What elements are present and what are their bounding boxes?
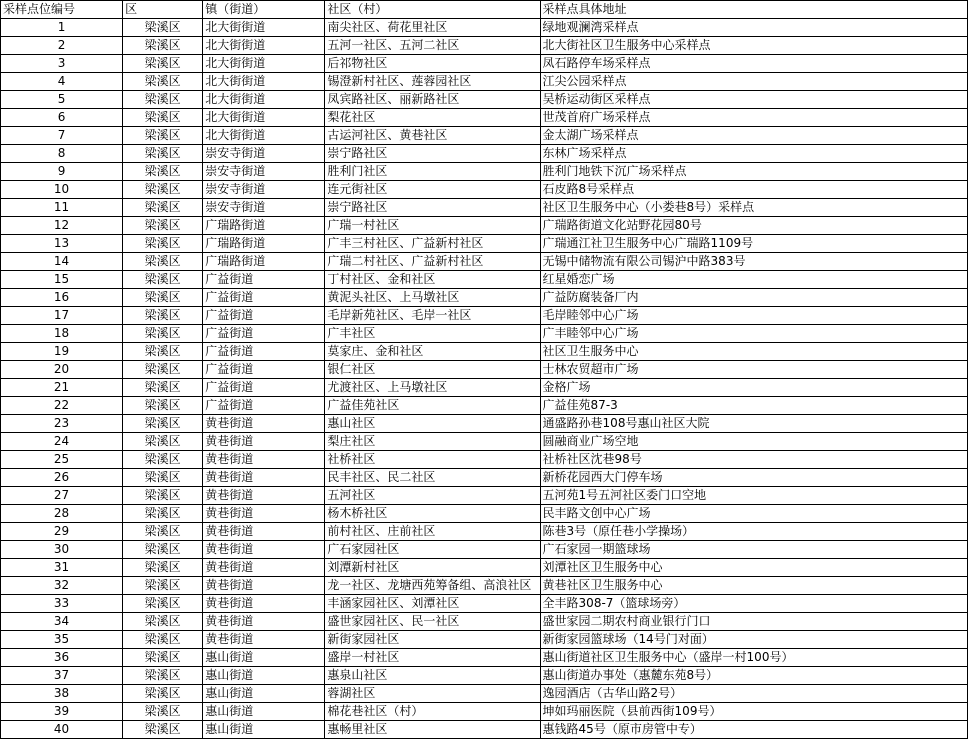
cell-addr: 逸园酒店（古华山路2号） [540, 685, 967, 703]
cell-dist: 梁溪区 [123, 541, 203, 559]
table-header [1, 1, 968, 19]
cell-comm: 民丰社区、民二社区 [325, 469, 540, 487]
cell-dist: 梁溪区 [123, 559, 203, 577]
cell-addr: 刘潭社区卫生服务中心 [540, 559, 967, 577]
cell-addr: 新桥花园西大门停车场 [540, 469, 967, 487]
cell-id: 27 [1, 487, 123, 505]
cell-id: 35 [1, 631, 123, 649]
cell-comm: 连元街社区 [325, 181, 540, 199]
table-row [1, 325, 968, 343]
cell-addr: 惠钱路45号（原市房管中专） [540, 721, 967, 739]
cell-comm: 新街家园社区 [325, 631, 540, 649]
cell-comm: 广瑞二村社区、广益新村社区 [325, 253, 540, 271]
table-row [1, 55, 968, 73]
cell-addr: 凤石路停车场采样点 [540, 55, 967, 73]
cell-town: 崇安寺街道 [203, 163, 325, 181]
cell-town: 黄巷街道 [203, 541, 325, 559]
table-row [1, 631, 968, 649]
cell-id: 15 [1, 271, 123, 289]
cell-comm: 梨花社区 [325, 109, 540, 127]
cell-town: 惠山街道 [203, 703, 325, 721]
cell-town: 广益街道 [203, 379, 325, 397]
cell-dist: 梁溪区 [123, 721, 203, 739]
cell-town: 北大街街道 [203, 37, 325, 55]
cell-comm: 五河一社区、五河二社区 [325, 37, 540, 55]
cell-comm: 南尖社区、荷花里社区 [325, 19, 540, 37]
cell-addr: 社区卫生服务中心（小娄巷8号）采样点 [540, 199, 967, 217]
cell-dist: 梁溪区 [123, 73, 203, 91]
cell-id: 39 [1, 703, 123, 721]
cell-id: 14 [1, 253, 123, 271]
table-row [1, 649, 968, 667]
cell-comm: 蓉湖社区 [325, 685, 540, 703]
table-row [1, 19, 968, 37]
cell-dist: 梁溪区 [123, 145, 203, 163]
cell-dist: 梁溪区 [123, 181, 203, 199]
header-cell-community: 社区（村） [325, 1, 540, 19]
cell-addr: 圆融商业广场空地 [540, 433, 967, 451]
cell-dist: 梁溪区 [123, 91, 203, 109]
cell-comm: 盛岸一村社区 [325, 649, 540, 667]
cell-town: 黄巷街道 [203, 469, 325, 487]
table-row [1, 505, 968, 523]
cell-dist: 梁溪区 [123, 55, 203, 73]
header-cell-address: 采样点具体地址 [540, 1, 967, 19]
table-row [1, 289, 968, 307]
cell-addr: 新街家园篮球场（14号门对面） [540, 631, 967, 649]
cell-town: 北大街街道 [203, 91, 325, 109]
cell-addr: 全丰路308-7（篮球场旁） [540, 595, 967, 613]
cell-addr: 毛岸睦邻中心广场 [540, 307, 967, 325]
cell-id: 3 [1, 55, 123, 73]
cell-id: 26 [1, 469, 123, 487]
cell-addr: 士林农贸超市广场 [540, 361, 967, 379]
cell-dist: 梁溪区 [123, 217, 203, 235]
table-row [1, 613, 968, 631]
header-cell-town: 镇（街道） [203, 1, 325, 19]
cell-addr: 北大街社区卫生服务中心采样点 [540, 37, 967, 55]
cell-id: 25 [1, 451, 123, 469]
table-row [1, 703, 968, 721]
cell-dist: 梁溪区 [123, 109, 203, 127]
table-header-row [1, 1, 968, 19]
cell-addr: 广瑞路街道文化站野花园80号 [540, 217, 967, 235]
cell-town: 广益街道 [203, 307, 325, 325]
cell-comm: 古运河社区、黄巷社区 [325, 127, 540, 145]
cell-id: 31 [1, 559, 123, 577]
cell-dist: 梁溪区 [123, 703, 203, 721]
cell-id: 40 [1, 721, 123, 739]
cell-addr: 陈巷3号（原任巷小学操场） [540, 523, 967, 541]
cell-addr: 金太湖广场采样点 [540, 127, 967, 145]
cell-town: 黄巷街道 [203, 631, 325, 649]
cell-id: 33 [1, 595, 123, 613]
cell-town: 黄巷街道 [203, 559, 325, 577]
cell-town: 黄巷街道 [203, 595, 325, 613]
table-row [1, 343, 968, 361]
cell-id: 11 [1, 199, 123, 217]
cell-comm: 杨木桥社区 [325, 505, 540, 523]
table-row [1, 559, 968, 577]
cell-dist: 梁溪区 [123, 361, 203, 379]
cell-dist: 梁溪区 [123, 127, 203, 145]
cell-comm: 丰涵家园社区、刘潭社区 [325, 595, 540, 613]
cell-dist: 梁溪区 [123, 415, 203, 433]
table-row [1, 271, 968, 289]
cell-id: 10 [1, 181, 123, 199]
cell-comm: 社桥社区 [325, 451, 540, 469]
cell-town: 黄巷街道 [203, 433, 325, 451]
cell-id: 22 [1, 397, 123, 415]
cell-id: 12 [1, 217, 123, 235]
cell-id: 37 [1, 667, 123, 685]
table-row [1, 91, 968, 109]
cell-comm: 广石家园社区 [325, 541, 540, 559]
cell-comm: 尤渡社区、上马墩社区 [325, 379, 540, 397]
cell-addr: 广石家园一期篮球场 [540, 541, 967, 559]
cell-comm: 刘潭新村社区 [325, 559, 540, 577]
cell-id: 9 [1, 163, 123, 181]
cell-addr: 广益防腐装备厂内 [540, 289, 967, 307]
cell-id: 21 [1, 379, 123, 397]
table-row [1, 433, 968, 451]
cell-town: 黄巷街道 [203, 523, 325, 541]
cell-addr: 黄巷社区卫生服务中心 [540, 577, 967, 595]
cell-comm: 广丰三村社区、广益新村社区 [325, 235, 540, 253]
cell-id: 2 [1, 37, 123, 55]
cell-addr: 惠山街道社区卫生服务中心（盛岸一村100号） [540, 649, 967, 667]
cell-dist: 梁溪区 [123, 271, 203, 289]
cell-addr: 江尖公园采样点 [540, 73, 967, 91]
cell-comm: 惠畅里社区 [325, 721, 540, 739]
table-row [1, 253, 968, 271]
cell-town: 广瑞路街道 [203, 253, 325, 271]
cell-comm: 棉花巷社区（村） [325, 703, 540, 721]
cell-dist: 梁溪区 [123, 235, 203, 253]
cell-id: 36 [1, 649, 123, 667]
cell-town: 黄巷街道 [203, 613, 325, 631]
cell-dist: 梁溪区 [123, 307, 203, 325]
cell-comm: 银仁社区 [325, 361, 540, 379]
cell-addr: 民丰路文创中心广场 [540, 505, 967, 523]
cell-id: 8 [1, 145, 123, 163]
cell-comm: 惠山社区 [325, 415, 540, 433]
cell-id: 24 [1, 433, 123, 451]
cell-addr: 红星婚恋广场 [540, 271, 967, 289]
cell-addr: 盛世家园二期农村商业银行门口 [540, 613, 967, 631]
cell-id: 5 [1, 91, 123, 109]
cell-dist: 梁溪区 [123, 397, 203, 415]
cell-addr: 金格广场 [540, 379, 967, 397]
cell-town: 广益街道 [203, 361, 325, 379]
cell-id: 29 [1, 523, 123, 541]
cell-town: 北大街街道 [203, 19, 325, 37]
cell-addr: 社区卫生服务中心 [540, 343, 967, 361]
table-row [1, 397, 968, 415]
cell-dist: 梁溪区 [123, 631, 203, 649]
table-row [1, 163, 968, 181]
cell-comm: 丁村社区、金和社区 [325, 271, 540, 289]
cell-id: 20 [1, 361, 123, 379]
cell-town: 惠山街道 [203, 685, 325, 703]
table-row [1, 379, 968, 397]
cell-dist: 梁溪区 [123, 19, 203, 37]
cell-town: 北大街街道 [203, 73, 325, 91]
cell-dist: 梁溪区 [123, 649, 203, 667]
cell-dist: 梁溪区 [123, 469, 203, 487]
table-row [1, 73, 968, 91]
cell-comm: 黄泥头社区、上马墩社区 [325, 289, 540, 307]
cell-dist: 梁溪区 [123, 595, 203, 613]
cell-dist: 梁溪区 [123, 343, 203, 361]
cell-id: 7 [1, 127, 123, 145]
cell-dist: 梁溪区 [123, 379, 203, 397]
table-row [1, 307, 968, 325]
table-row [1, 667, 968, 685]
cell-addr: 广瑞通江社卫生服务中心广瑞路1109号 [540, 235, 967, 253]
cell-addr: 吴桥运动街区采样点 [540, 91, 967, 109]
cell-addr: 胜利门地铁下沉广场采样点 [540, 163, 967, 181]
cell-town: 广瑞路街道 [203, 217, 325, 235]
cell-id: 23 [1, 415, 123, 433]
table-row [1, 523, 968, 541]
cell-comm: 广瑞一村社区 [325, 217, 540, 235]
cell-addr: 石皮路8号采样点 [540, 181, 967, 199]
cell-id: 6 [1, 109, 123, 127]
table-row [1, 487, 968, 505]
cell-town: 广益街道 [203, 289, 325, 307]
cell-comm: 广益佳苑社区 [325, 397, 540, 415]
cell-id: 19 [1, 343, 123, 361]
cell-town: 崇安寺街道 [203, 181, 325, 199]
cell-comm: 崇宁路社区 [325, 199, 540, 217]
cell-addr: 社桥社区沈巷98号 [540, 451, 967, 469]
cell-comm: 毛岸新苑社区、毛岸一社区 [325, 307, 540, 325]
cell-dist: 梁溪区 [123, 199, 203, 217]
cell-town: 黄巷街道 [203, 487, 325, 505]
cell-dist: 梁溪区 [123, 577, 203, 595]
cell-dist: 梁溪区 [123, 487, 203, 505]
cell-addr: 通盛路孙巷108号惠山社区大院 [540, 415, 967, 433]
cell-addr: 广益佳苑87-3 [540, 397, 967, 415]
cell-town: 黄巷街道 [203, 505, 325, 523]
cell-town: 黄巷街道 [203, 415, 325, 433]
cell-comm: 五河社区 [325, 487, 540, 505]
cell-dist: 梁溪区 [123, 325, 203, 343]
table-row [1, 541, 968, 559]
cell-town: 北大街街道 [203, 127, 325, 145]
cell-comm: 盛世家园社区、民一社区 [325, 613, 540, 631]
cell-id: 18 [1, 325, 123, 343]
table-row [1, 181, 968, 199]
cell-addr: 东林广场采样点 [540, 145, 967, 163]
cell-comm: 惠泉山社区 [325, 667, 540, 685]
cell-town: 惠山街道 [203, 649, 325, 667]
cell-comm: 崇宁路社区 [325, 145, 540, 163]
cell-dist: 梁溪区 [123, 505, 203, 523]
cell-dist: 梁溪区 [123, 37, 203, 55]
cell-id: 38 [1, 685, 123, 703]
cell-town: 黄巷街道 [203, 577, 325, 595]
cell-addr: 坤如玛丽医院（县前西街109号） [540, 703, 967, 721]
header-cell-id: 采样点位编号 [1, 1, 123, 19]
cell-town: 惠山街道 [203, 721, 325, 739]
cell-town: 惠山街道 [203, 667, 325, 685]
cell-id: 16 [1, 289, 123, 307]
cell-dist: 梁溪区 [123, 163, 203, 181]
cell-dist: 梁溪区 [123, 433, 203, 451]
cell-comm: 龙一社区、龙塘西苑筹备组、高浪社区 [325, 577, 540, 595]
table-row [1, 685, 968, 703]
cell-id: 28 [1, 505, 123, 523]
cell-id: 34 [1, 613, 123, 631]
cell-addr: 无锡中储物流有限公司锡沪中路383号 [540, 253, 967, 271]
cell-comm: 广丰社区 [325, 325, 540, 343]
table-body [1, 19, 968, 739]
cell-town: 广益街道 [203, 271, 325, 289]
cell-addr: 绿地观澜湾采样点 [540, 19, 967, 37]
cell-dist: 梁溪区 [123, 685, 203, 703]
table-row [1, 109, 968, 127]
table-row [1, 469, 968, 487]
cell-id: 17 [1, 307, 123, 325]
cell-dist: 梁溪区 [123, 289, 203, 307]
cell-town: 北大街街道 [203, 109, 325, 127]
table-row [1, 217, 968, 235]
table-row [1, 451, 968, 469]
cell-id: 13 [1, 235, 123, 253]
cell-comm: 胜利门社区 [325, 163, 540, 181]
cell-dist: 梁溪区 [123, 667, 203, 685]
table-row [1, 199, 968, 217]
cell-id: 30 [1, 541, 123, 559]
cell-town: 广益街道 [203, 343, 325, 361]
cell-comm: 梨庄社区 [325, 433, 540, 451]
cell-addr: 广丰睦邻中心广场 [540, 325, 967, 343]
header-cell-district: 区 [123, 1, 203, 19]
table-row [1, 721, 968, 739]
cell-comm: 凤宾路社区、丽新路社区 [325, 91, 540, 109]
table-row [1, 37, 968, 55]
cell-addr: 五河苑1号五河社区委门口空地 [540, 487, 967, 505]
cell-comm: 莫家庄、金和社区 [325, 343, 540, 361]
cell-id: 32 [1, 577, 123, 595]
table-row [1, 595, 968, 613]
cell-dist: 梁溪区 [123, 451, 203, 469]
cell-id: 4 [1, 73, 123, 91]
cell-comm: 前村社区、庄前社区 [325, 523, 540, 541]
table-row [1, 145, 968, 163]
cell-town: 黄巷街道 [203, 451, 325, 469]
cell-id: 1 [1, 19, 123, 37]
cell-town: 北大街街道 [203, 55, 325, 73]
cell-comm: 锡澄新村社区、莲蓉园社区 [325, 73, 540, 91]
cell-dist: 梁溪区 [123, 253, 203, 271]
cell-comm: 后祁物社区 [325, 55, 540, 73]
table-row [1, 415, 968, 433]
cell-town: 崇安寺街道 [203, 199, 325, 217]
cell-dist: 梁溪区 [123, 613, 203, 631]
table-row [1, 127, 968, 145]
table-row [1, 361, 968, 379]
cell-addr: 世茂首府广场采样点 [540, 109, 967, 127]
cell-town: 广瑞路街道 [203, 235, 325, 253]
cell-town: 崇安寺街道 [203, 145, 325, 163]
table-row [1, 577, 968, 595]
cell-addr: 惠山街道办事处（惠麓东苑8号） [540, 667, 967, 685]
table-row [1, 235, 968, 253]
cell-dist: 梁溪区 [123, 523, 203, 541]
cell-town: 广益街道 [203, 325, 325, 343]
cell-town: 广益街道 [203, 397, 325, 415]
